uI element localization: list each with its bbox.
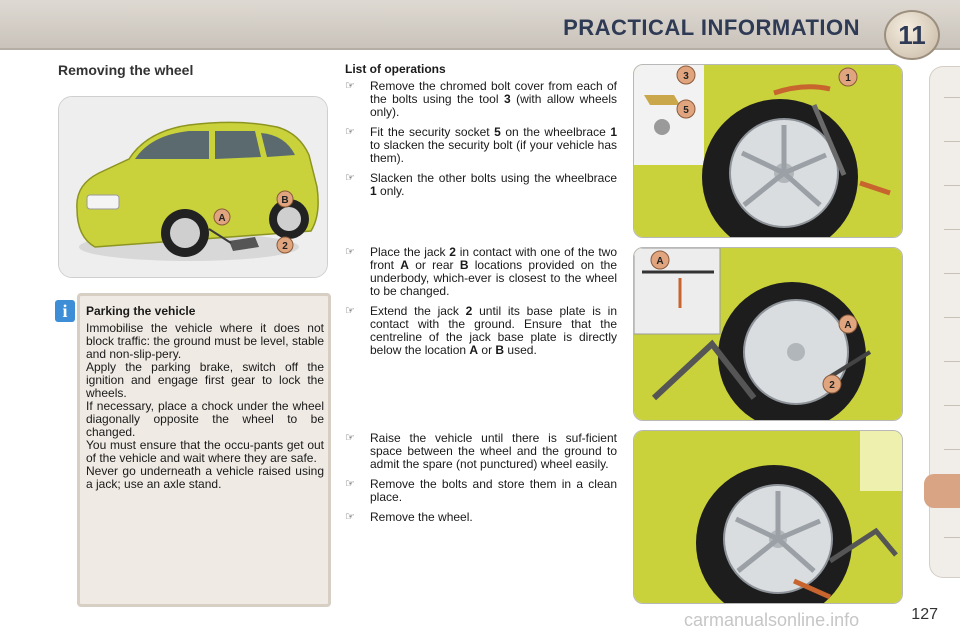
tab-divider <box>944 405 960 406</box>
photo1-label-tool: 3 <box>683 71 689 82</box>
pointing-hand-icon: ☞ <box>345 246 355 258</box>
tab-divider <box>944 141 960 142</box>
pointing-hand-icon: ☞ <box>345 511 355 523</box>
tab-divider <box>944 185 960 186</box>
parking-info-box <box>77 293 331 607</box>
page-number: 127 <box>911 606 938 623</box>
tab-divider <box>944 361 960 362</box>
pointing-hand-icon: ☞ <box>345 305 355 317</box>
pointing-hand-icon: ☞ <box>345 478 355 490</box>
photo2-label-location: A <box>844 320 852 331</box>
photo1-label-socket: 5 <box>683 105 689 116</box>
info-paragraph: Immobilise the vehicle where it does not block traffic: the ground must be level, stable and non-slip-pery. <box>86 321 324 361</box>
operation-step: ☞ Raise the vehicle until there is suf-ficient space between the wheel and the ground to admit the spare (not punctured) wheel easily. <box>345 431 617 471</box>
tab-divider <box>944 229 960 230</box>
tab-divider <box>944 273 960 274</box>
section-title: Removing the wheel <box>58 62 194 78</box>
page-header-title: PRACTICAL INFORMATION <box>563 15 860 40</box>
operation-step: ☞ Remove the wheel. <box>345 510 473 524</box>
car-label-b: B <box>281 195 289 206</box>
photo1-label-wheelbrace: 1 <box>845 73 851 84</box>
info-box-title: Parking the vehicle <box>86 304 196 318</box>
info-paragraph: If necessary, place a chock under the wheel diagonally opposite the wheel to be changed. <box>86 399 324 439</box>
operation-step: ☞ Place the jack 2 in contact with one of the two front A or rear B locations provided on the underbody, which-ever is closest to the wheel to be changed. <box>345 245 617 298</box>
active-chapter-tab[interactable] <box>924 474 960 508</box>
pointing-hand-icon: ☞ <box>345 172 355 184</box>
operation-step: ☞ Extend the jack 2 until its base plate is in contact with the ground. Ensure that the centreline of the jack base plate is directly below the location A or B used. <box>345 304 617 357</box>
operations-list-2 <box>345 246 617 364</box>
operations-list-3 <box>345 432 617 531</box>
tab-divider <box>944 97 960 98</box>
tab-divider <box>944 449 960 450</box>
tab-divider <box>944 317 960 318</box>
photo2-label-inset: A <box>656 256 664 267</box>
car-label-jack: 2 <box>282 241 288 252</box>
operations-heading: List of operations <box>345 62 446 76</box>
photo2-label-jack: 2 <box>829 380 835 391</box>
wheel-removal-photo <box>633 430 903 604</box>
car-illustration <box>58 96 328 278</box>
chapter-number-badge: 11 <box>884 10 940 60</box>
pointing-hand-icon: ☞ <box>345 432 355 444</box>
jack-placement-photo <box>633 247 903 421</box>
pointing-hand-icon: ☞ <box>345 126 355 138</box>
tab-divider <box>944 537 960 538</box>
car-label-a: A <box>218 213 226 224</box>
info-box-body <box>86 322 324 491</box>
watermark: carmanualsonline.info <box>684 610 860 630</box>
pointing-hand-icon: ☞ <box>345 80 355 92</box>
operations-list-1 <box>345 80 617 205</box>
wheelbrace-photo <box>633 64 903 238</box>
info-paragraph: Apply the parking brake, switch off the ignition and engage first gear to lock the wheels. <box>86 360 324 400</box>
operation-step: ☞ Slacken the other bolts using the wheelbrace 1 only. <box>345 171 617 198</box>
info-icon: i <box>55 300 75 322</box>
operation-step: ☞ Remove the bolts and store them in a clean place. <box>345 477 617 504</box>
operation-step: ☞ Remove the chromed bolt cover from each of the bolts using the tool 3 (with allow wheels only). <box>345 79 617 119</box>
operation-step: ☞ Fit the security socket 5 on the wheelbrace 1 to slacken the security bolt (if your vehicle has them). <box>345 125 617 165</box>
info-paragraph: You must ensure that the occu-pants get out of the vehicle and wait where they are safe. <box>86 438 324 465</box>
info-paragraph: Never go underneath a vehicle raised using a jack; use an axle stand. <box>86 464 324 491</box>
